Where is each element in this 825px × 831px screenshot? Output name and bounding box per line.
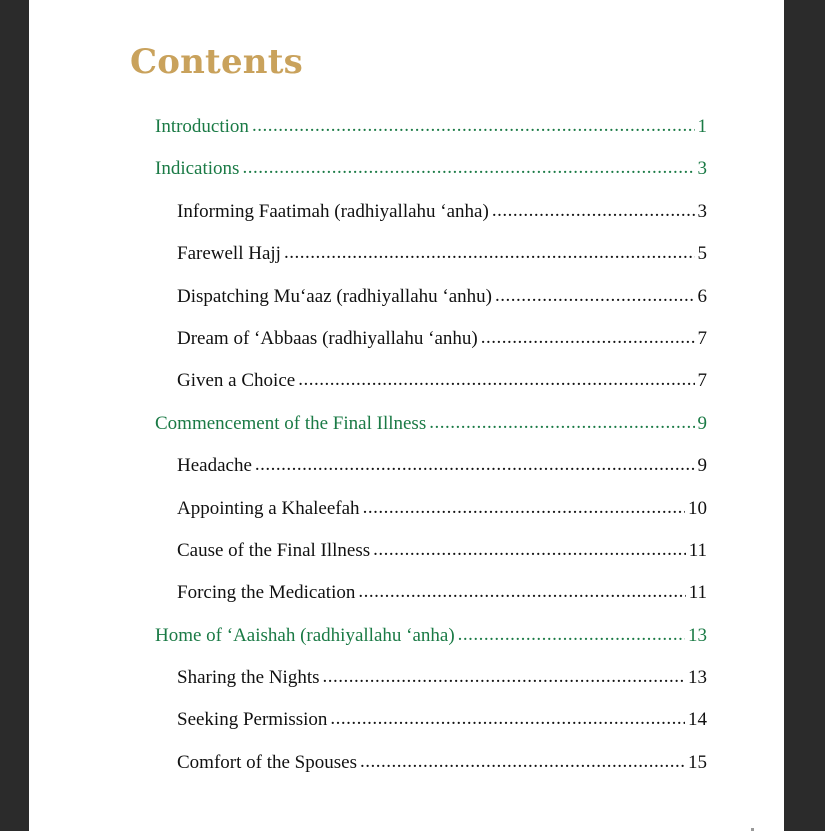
dot-leader (358, 571, 685, 613)
toc-page-number: 1 (697, 116, 707, 137)
toc-page-number: 7 (697, 370, 707, 392)
toc-page-number: 10 (688, 497, 707, 519)
toc-entry-title: Dispatching Mu‘aaz (radhiyallahu ‘anhu) (177, 285, 492, 307)
toc-entry-title: Farewell Hajj (177, 243, 281, 265)
toc-entry-forcing-the-medication[interactable] (155, 572, 707, 614)
toc-entry-title: Sharing the Nights (177, 667, 320, 689)
dot-leader (429, 402, 694, 444)
dot-leader (298, 359, 694, 401)
toc-page-number: 5 (697, 243, 707, 265)
toc-entry-informing-faatimah[interactable] (155, 191, 707, 233)
toc-entry-introduction[interactable] (155, 106, 707, 148)
toc-entry-indications[interactable] (155, 148, 707, 190)
dot-leader (242, 147, 694, 189)
toc-entry-title: Appointing a Khaleefah (177, 497, 360, 519)
toc-page-number: 14 (688, 709, 707, 731)
dot-leader (495, 275, 695, 317)
toc-entry-comfort-of-the-spouses[interactable] (155, 742, 707, 784)
toc-entry-dispatching-muaaz[interactable] (155, 276, 707, 318)
toc-entry-sharing-the-nights[interactable] (155, 657, 707, 699)
toc-entry-cause-of-final-illness[interactable] (155, 530, 707, 572)
dot-leader (252, 105, 695, 147)
toc-entry-title: Introduction (155, 116, 249, 137)
toc-entry-given-a-choice[interactable] (155, 360, 707, 402)
toc-entry-seeking-permission[interactable] (155, 699, 707, 741)
toc-entry-headache[interactable] (155, 445, 707, 487)
toc-entry-appointing-a-khaleefah[interactable] (155, 488, 707, 530)
toc-page-number: 13 (688, 667, 707, 689)
toc-entry-title: Indications (155, 158, 240, 180)
toc-entry-title: Comfort of the Spouses (177, 751, 357, 773)
dot-leader (323, 656, 686, 698)
toc-page-number: 3 (697, 158, 707, 180)
page-title: Contents (130, 42, 303, 82)
dot-leader (363, 487, 685, 529)
dot-leader (481, 317, 695, 359)
toc-entry-title: Seeking Permission (177, 709, 328, 731)
toc-entry-title: Informing Faatimah (radhiyallahu ‘anha) (177, 200, 489, 222)
dot-leader (458, 614, 685, 656)
document-page (29, 0, 784, 831)
dot-leader (330, 698, 685, 740)
toc-entry-dream-of-abbaas[interactable] (155, 318, 707, 360)
dot-leader (284, 232, 695, 274)
toc-entry-title: Headache (177, 455, 252, 477)
toc-entry-title: Commencement of the Final Illness (155, 412, 427, 434)
toc-page-number: 7 (697, 327, 707, 349)
toc-page-number: 11 (688, 582, 707, 604)
toc-entry-title: Home of ‘Aaishah (radhiyallahu ‘anha) (155, 624, 455, 646)
toc-page-number: 9 (697, 412, 707, 434)
toc-entry-title: Cause of the Final Illness (177, 539, 371, 561)
table-of-contents (155, 106, 707, 784)
toc-page-number: 11 (688, 539, 707, 561)
toc-page-number: 6 (697, 285, 707, 307)
dot-leader (360, 741, 685, 783)
toc-page-number: 9 (697, 455, 707, 477)
toc-entry-title: Given a Choice (177, 370, 296, 392)
toc-entry-title: Dream of ‘Abbaas (radhiyallahu ‘anhu) (177, 327, 478, 349)
toc-entry-title: Forcing the Medication (177, 582, 356, 604)
toc-entry-home-of-aaishah[interactable] (155, 615, 707, 657)
toc-entry-farewell-hajj[interactable] (155, 233, 707, 275)
dot-leader (255, 444, 695, 486)
toc-page-number: 15 (688, 751, 707, 773)
toc-entry-commencement-of-final-illness[interactable] (155, 403, 707, 445)
toc-page-number: 3 (697, 200, 707, 222)
dot-leader (492, 190, 695, 232)
toc-page-number: 13 (688, 624, 707, 646)
dot-leader (373, 529, 686, 571)
